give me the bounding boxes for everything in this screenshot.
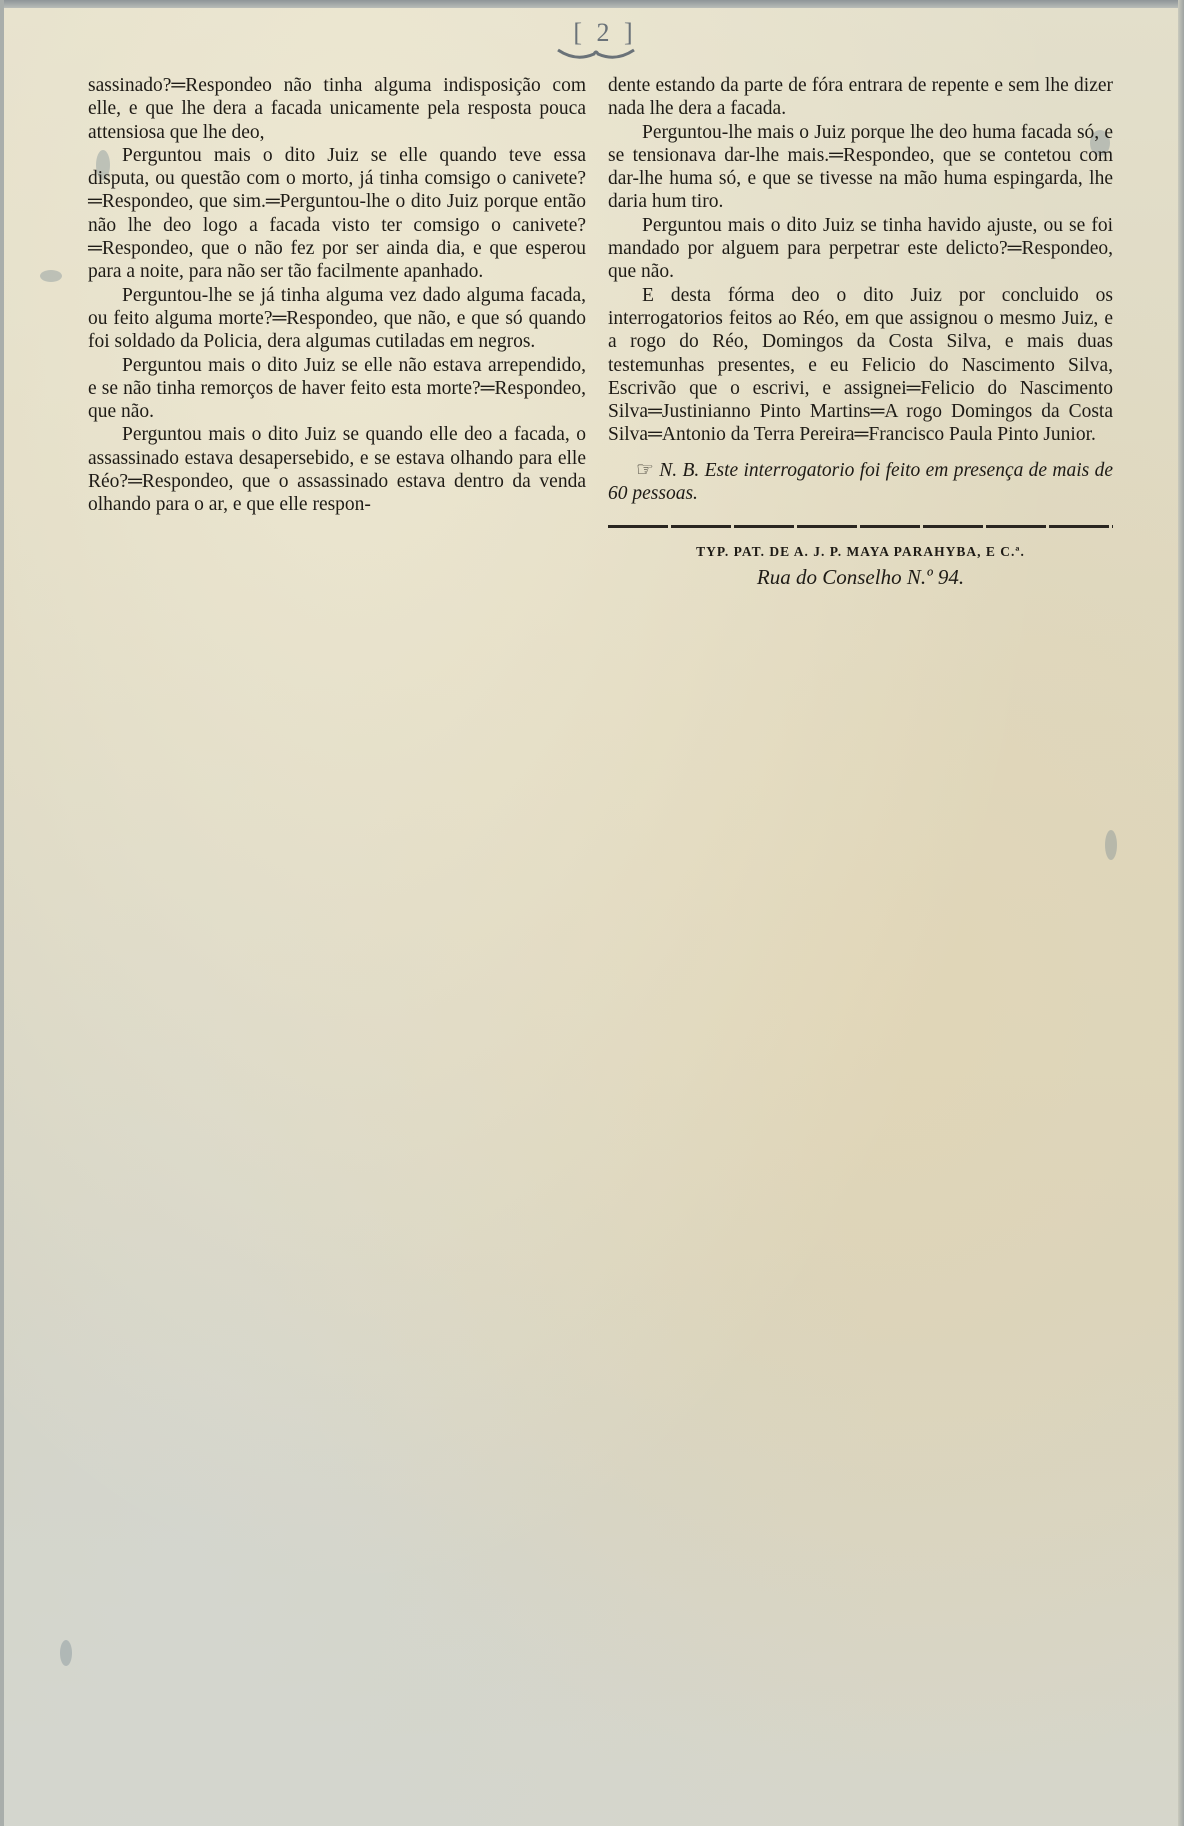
scan-top-edge xyxy=(0,0,1184,8)
nota-bene xyxy=(608,459,1113,506)
paragraph: Perguntou-lhe se já tinha alguma vez dado alguma facada, ou feito alguma morte?═Respondeo, que não, e que só quando foi soldado da Policia, dera algumas cutiladas em negros. xyxy=(88,284,586,353)
paragraph: Perguntou-lhe mais o Juiz porque lhe deo huma facada só, e se tensionava dar-lhe mais.═Respondeo, que se contetou com dar-lhe huma só, e que se tivesse na mão huma espingarda, lhe daria hum tiro. xyxy=(608,121,1113,213)
divider-rule xyxy=(608,525,1113,528)
paragraph: Perguntou mais o dito Juiz se tinha havido ajuste, ou se foi mandado por alguem para perpetrar este delicto?═Respondeo, que não. xyxy=(608,214,1113,283)
pointing-hand-icon: ☞ xyxy=(636,458,654,481)
ink-stain xyxy=(1105,830,1117,860)
paragraph: Perguntou mais o dito Juiz se quando elle deo a facada, o assassinado estava desapersebido, e se estava olhando para elle Réo?═Respondeo, que o assassinado estava dentro da venda olhando para o ar, e que elle respon- xyxy=(88,424,586,516)
ink-stain xyxy=(40,270,62,282)
paragraph: Perguntou mais o dito Juiz se elle não estava arrependido, e se não tinha remorços de haver feito esta morte?═Respondeo, que não. xyxy=(88,354,586,423)
paragraph: sassinado?═Respondeo não tinha alguma indisposição com elle, e que lhe dera a facada unicamente pela resposta pouca attensiosa que lhe deo, xyxy=(88,75,586,143)
right-column xyxy=(608,74,1113,589)
page-number: [ 2 ] xyxy=(573,18,637,47)
left-column xyxy=(88,74,586,517)
ink-stain xyxy=(60,1640,72,1666)
printer-imprint: TYP. PAT. DE A. J. P. MAYA PARAHYBA, E C.ª. xyxy=(696,544,1025,560)
printer-address: Rua do Conselho N.º 94. xyxy=(756,564,965,589)
paragraph: Perguntou mais o dito Juiz se elle quando teve essa disputa, ou questão com o morto, já tinha comsigo o canivete?═Respondeo, que sim.═Perguntou-lhe o dito Juiz porque então não lhe deo logo a facada visto ter comsigo o canivete?═Respondeo, que o não fez por ser ainda dia, e que esperou para a noite, para não ser tão facilmente apanhado. xyxy=(88,144,586,283)
scan-left-edge xyxy=(0,0,4,1826)
scan-right-edge xyxy=(1178,0,1184,1826)
nota-bene-text: N. B. Este interrogatorio foi feito em presença de mais de 60 pessoas. xyxy=(608,459,1113,505)
paragraph: dente estando da parte de fóra entrara de repente e sem lhe dizer nada lhe dera a facada. xyxy=(608,75,1113,120)
paragraph: E desta fórma deo o dito Juiz por concluido os interrogatorios feitos ao Réo, em que assignou o mesmo Juiz, e a rogo do Réo, Domingos da Costa Silva, e mais duas testemunhas presentes, e eu Felicio do Nascimento Silva, Escrivão que o escrivi, e assignei═Felicio do Nascimento Silva═Justinianno Pinto Martins═A rogo Domingos da Costa Silva═Antonio da Terra Pereira═Francisco Paula Pinto Junior. xyxy=(608,284,1113,446)
ornamental-brace-icon xyxy=(556,46,636,64)
